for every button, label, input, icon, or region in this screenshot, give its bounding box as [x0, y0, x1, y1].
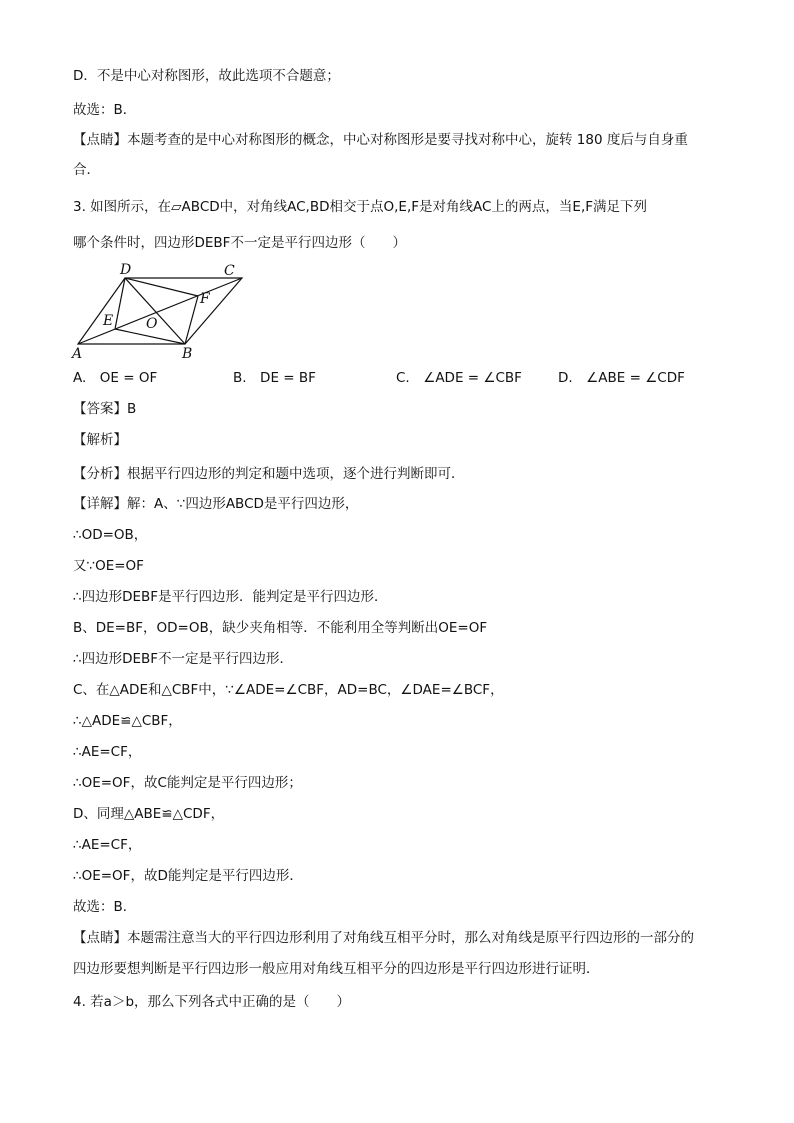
diagonal-bd — [125, 278, 185, 344]
detail-b: B、DE=BF，OD=OB，缺少夹角相等．不能利用全等判断出OE=OF — [73, 620, 488, 636]
line-select-b-2: 故选：B． — [73, 899, 137, 915]
label-a: A — [72, 346, 83, 362]
answer-line: 【答案】B — [73, 401, 137, 417]
option-a: A. OE = OF — [73, 370, 158, 386]
detail-c-ae-cf: ∴AE=CF， — [73, 744, 142, 760]
detail-c-conclusion: ∴OE=OF，故C能判定是平行四边形； — [73, 775, 302, 791]
option-c: C. ∠ADE = ∠CBF — [396, 370, 522, 386]
option-d: D. ∠ABE = ∠CDF — [558, 370, 685, 386]
detail-line-od-ob: ∴OD=OB， — [73, 527, 148, 543]
detail-c: C、在△ADE和△CBF中，∵∠ADE=∠CBF，AD=BC，∠DAE=∠BCF， — [73, 682, 504, 698]
analysis-heading: 【解析】 — [73, 432, 127, 448]
question-3-stem-cont: 哪个条件时，四边形DEBF不一定是平行四边形（ ） — [73, 235, 406, 251]
line-select-b-1: 故选：B． — [73, 102, 137, 118]
line-comment-1-cont: 合． — [73, 162, 100, 178]
detail-d-conclusion: ∴OE=OF，故D能判定是平行四边形． — [73, 868, 303, 884]
diagonal-ac — [78, 278, 242, 344]
detail-d: D、同理△ABE≌△CDF， — [73, 806, 225, 822]
detail-c-congruence: ∴△ADE≌△CBF， — [73, 713, 182, 729]
label-o: O — [146, 316, 158, 332]
label-f: F — [200, 291, 210, 307]
detail-line-oe-of: 又∵OE=OF — [73, 558, 144, 574]
line-comment-2: 【点睛】本题需注意当大的平行四边形利用了对角线互相平分时，那么对角线是原平行四边形的一部分的 — [73, 930, 694, 946]
segment-fd — [125, 278, 198, 296]
line-d-conclusion: D．不是中心对称图形，故此选项不合题意； — [73, 68, 340, 84]
label-d: D — [120, 262, 132, 278]
label-b: B — [182, 346, 193, 362]
line-comment-2-cont: 四边形要想判断是平行四边形一般应用对角线互相平分的四边形是平行四边形进行证明． — [73, 961, 600, 977]
detail-a-conclusion: ∴四边形DEBF是平行四边形．能判定是平行四边形． — [73, 589, 388, 605]
analysis-summary: 【分析】根据平行四边形的判定和题中选项，逐个进行判断即可． — [73, 466, 465, 482]
detail-d-ae-cf: ∴AE=CF， — [73, 837, 142, 853]
label-e: E — [103, 313, 114, 329]
question-3-stem: 3. 如图所示，在▱ABCD中，对角线AC,BD相交于点O,E,F是对角线AC上的两点，当E,F满足下列 — [73, 199, 648, 215]
question-4-stem: 4. 若a＞b，那么下列各式中正确的是（ ） — [73, 994, 351, 1010]
line-comment-1: 【点睛】本题考查的是中心对称图形的概念，中心对称图形是要寻找对称中心，旋转 180 度后与自身重 — [73, 132, 688, 148]
detail-a-start: 【详解】解：A、∵四边形ABCD是平行四边形， — [73, 496, 359, 512]
parallelogram-figure — [70, 258, 250, 366]
option-b: B. DE = BF — [233, 370, 316, 386]
detail-b-conclusion: ∴四边形DEBF不一定是平行四边形． — [73, 651, 294, 667]
label-c: C — [224, 263, 235, 279]
